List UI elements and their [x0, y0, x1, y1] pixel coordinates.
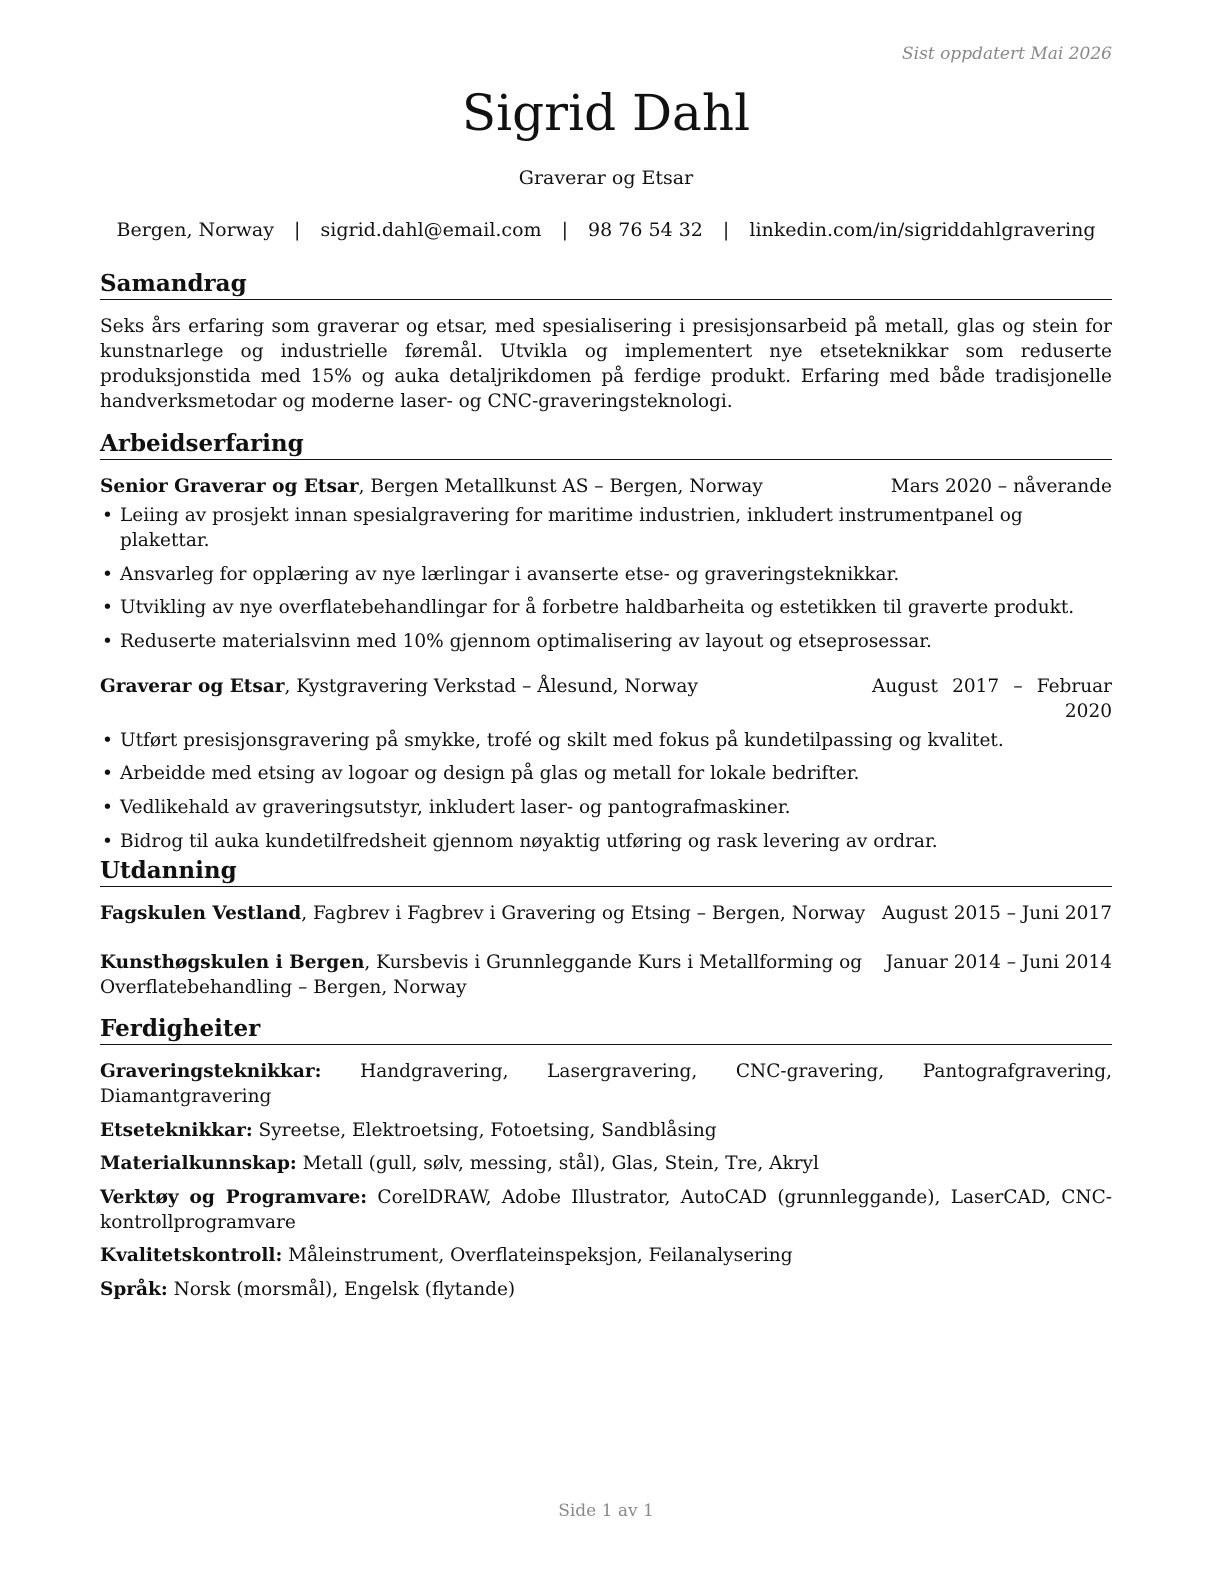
- last-updated: Sist oppdatert Mai 2026: [902, 44, 1112, 64]
- summary-section: [100, 270, 1112, 414]
- skill-value: CorelDRAW, Adobe Illustrator, AutoCAD (grunnleggande), LaserCAD, CNC-kontrollprogramvare: [100, 1186, 1112, 1233]
- education-detail: , Kursbevis i Grunnleggande Kurs i Metallforming og Overflatebehandling – Bergen, Norway: [100, 952, 863, 998]
- section-heading-education: Utdanning: [100, 857, 1112, 887]
- summary-text: Seks års erfaring som graverar og etsar, med spesialisering i presisjonsarbeid på metall, glas og stein for kunstnarlege og industrielle føremål. Utvikla og implementert nye etseteknikkar som reduserte produksjonstida med 15% og auka detaljrikdomen på ferdige produkt. Erfaring med både tradisjonelle handverksmetodar og moderne laser- og CNC-graveringsteknologi.: [100, 316, 1112, 412]
- resume-page: [100, 0, 1112, 1584]
- skill-row: [100, 1277, 1112, 1302]
- job-date: August 2017 – Februar 2020: [872, 675, 1112, 722]
- skill-value: Handgravering, Lasergravering, CNC-gravering, Pantografgravering, Diamantgravering: [100, 1061, 1112, 1107]
- job-entry: [100, 474, 1112, 654]
- experience-section: [100, 430, 1112, 862]
- skill-label: Graveringsteknikkar:: [100, 1061, 322, 1082]
- list-item: • Ansvarleg for opplæring av nye lærlingar i avanserte etse- og graveringsteknikkar.: [100, 562, 1112, 587]
- section-heading-summary: Samandrag: [100, 270, 1112, 300]
- school-name: Fagskulen Vestland: [100, 903, 302, 924]
- contact-separator: |: [561, 219, 568, 241]
- list-item: • Bidrog til auka kundetilfredsheit gjennom nøyaktig utføring og rask levering av ordrar.: [100, 829, 1112, 854]
- skill-label: Materialkunnskap:: [100, 1153, 297, 1175]
- skill-row: [100, 1118, 1112, 1143]
- contact-line: [100, 219, 1112, 241]
- section-heading-skills: Ferdigheiter: [100, 1015, 1112, 1045]
- job-header: [100, 474, 1112, 499]
- education-date: August 2015 – Juni 2017: [881, 903, 1112, 924]
- person-name: Sigrid Dahl: [461, 84, 751, 142]
- skills-list: [100, 1059, 1112, 1302]
- page-number: Side 1 av 1: [558, 1501, 654, 1521]
- list-item: • Vedlikehald av graveringsutstyr, inkludert laser- og pantografmaskiner.: [100, 795, 1112, 820]
- skill-value: Metall (gull, sølv, messing, stål), Glas, Stein, Tre, Akryl: [296, 1153, 819, 1175]
- job-entry: [100, 674, 1112, 854]
- skill-value: Måleinstrument, Overflateinspeksjon, Feilanalysering: [282, 1245, 793, 1267]
- skill-label: Kvalitetskontroll:: [100, 1245, 283, 1267]
- contact-separator: |: [294, 219, 301, 241]
- job-role-line: [100, 674, 698, 724]
- job-title: Graverar og Etsar: [518, 167, 694, 189]
- list-item: • Utvikling av nye overflatebehandlingar for å forbetre haldbarheita og estetikken til graverte produkt.: [100, 595, 1112, 620]
- list-item: • Leiing av prosjekt innan spesialgravering for maritime industrien, inkludert instrumentpanel og plakettar.: [100, 503, 1112, 553]
- skill-row: [100, 1151, 1112, 1176]
- contact-phone: 98 76 54 32: [588, 219, 703, 241]
- job-org: , Bergen Metallkunst AS – Bergen, Norway: [358, 476, 763, 497]
- list-item: • Utført presisjonsgravering på smykke, trofé og skilt med fokus på kundetilpassing og kvalitet.: [100, 728, 1112, 753]
- job-org: , Kystgravering Verkstad – Ålesund, Norway: [284, 675, 698, 697]
- job-bullets: [100, 728, 1112, 854]
- education-line: [100, 950, 886, 1000]
- list-item: • Arbeidde med etsing av logoar og design på glas og metall for lokale bedrifter.: [100, 761, 1112, 786]
- education-section: [100, 857, 1112, 1000]
- job-bullets: [100, 503, 1112, 654]
- education-date: Januar 2014 – Juni 2014: [885, 952, 1112, 973]
- education-entry: [100, 950, 1112, 1000]
- list-item: • Reduserte materialsvinn med 10% gjennom optimalisering av layout og etseprosessar.: [100, 629, 1112, 654]
- contact-linkedin[interactable]: linkedin.com/in/sigriddahlgravering: [749, 219, 1096, 241]
- school-name: Kunsthøgskulen i Bergen: [100, 952, 365, 973]
- skills-section: [100, 1015, 1112, 1311]
- skill-row: [100, 1243, 1112, 1268]
- job-role-line: [100, 474, 763, 499]
- education-detail: , Fagbrev i Fagbrev i Gravering og Etsing – Bergen, Norway: [301, 903, 866, 924]
- contact-separator: |: [722, 219, 730, 241]
- job-date: Mars 2020 – nåverande: [890, 476, 1112, 497]
- skill-label: Etseteknikkar:: [100, 1119, 253, 1141]
- job-role: Senior Graverar og Etsar: [100, 476, 359, 497]
- education-line: [100, 901, 865, 926]
- skill-row: [100, 1059, 1112, 1109]
- contact-email[interactable]: sigrid.dahl@email.com: [320, 219, 542, 241]
- skill-label: Verktøy og Programvare:: [100, 1186, 368, 1208]
- job-role: Graverar og Etsar: [100, 675, 285, 697]
- section-heading-experience: Arbeidserfaring: [100, 430, 1112, 460]
- contact-location: Bergen, Norway: [116, 219, 274, 241]
- job-header: [100, 674, 1112, 724]
- skill-value: Syreetse, Elektroetsing, Fotoetsing, Sandblåsing: [252, 1119, 717, 1141]
- education-entry: [100, 901, 1112, 926]
- skill-value: Norsk (morsmål), Engelsk (flytande): [167, 1278, 516, 1300]
- skill-label: Språk:: [100, 1278, 168, 1300]
- skill-row: [100, 1185, 1112, 1235]
